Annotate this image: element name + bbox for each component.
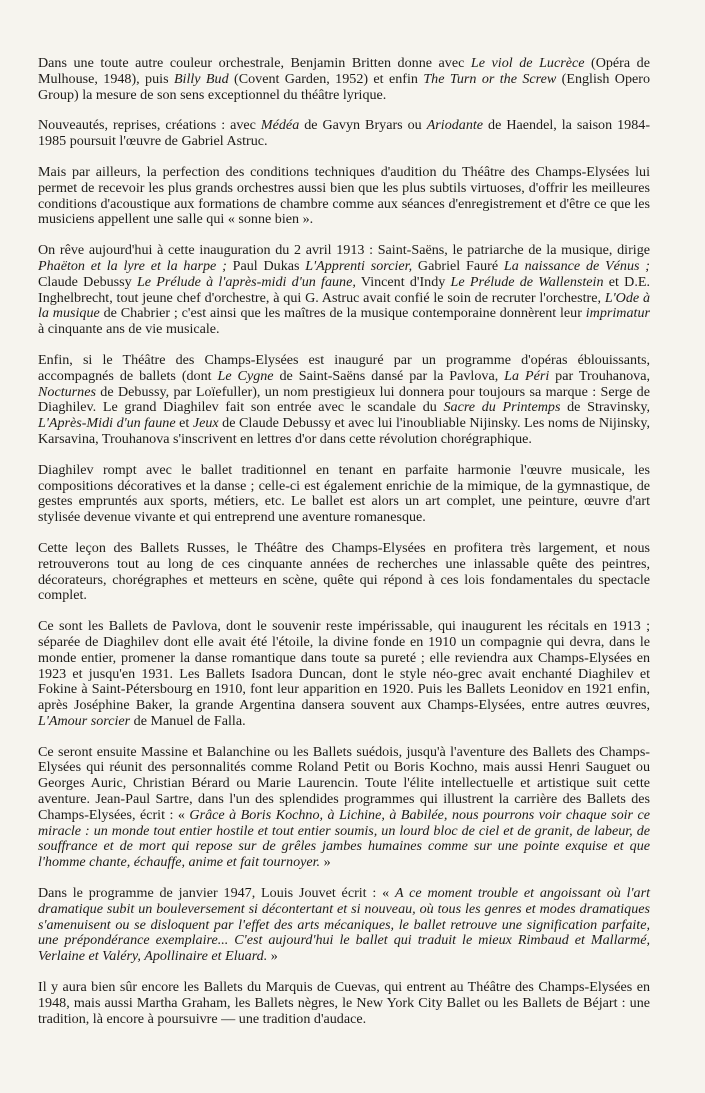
text-run: de Claude Debussy et avec lui l'inoubliable Nijinsky. Les noms de Nijinsky, Karsavina, Trouhanova s'inscrivent en lettres d'or dans cette révolution chorégraphique. <box>38 415 650 447</box>
paragraph-saison-1984 <box>38 118 650 150</box>
text-run: à cinquante ans de vie musicale. <box>38 321 220 338</box>
italic-title-run: Médéa <box>260 117 300 134</box>
text-run: Nouveautés, reprises, créations : avec <box>38 117 261 134</box>
paragraph-jouvet <box>38 886 650 965</box>
text-run: Paul Dukas <box>226 257 306 274</box>
text-run: Il y aura bien sûr encore les Ballets du Marquis de Cuevas, qui entrent au Théâtre des Champs-Elysées en 1948, mais aussi Martha Graham, les Ballets nègres, le New York City Ballet ou les Ballets de Béjart : une tradition, là encore à poursuivre — une tradition d'audace. <box>38 979 650 1027</box>
text-run: de Debussy, par Loïefuller), un nom prestigieux lui donnera pour toujours sa marque : Serge de Diaghilev. Le grand Diaghilev fait son entrée avec le scandale du <box>38 383 650 416</box>
paragraph-ballet-traditionnel <box>38 463 650 526</box>
italic-title-run: Ariodante <box>426 117 484 134</box>
italic-title-run: L'Apprenti sorcier, <box>305 257 413 274</box>
italic-title-run: Grâce à Boris Kochno, à Lichine, à Babilée, nous pourrons voir chaque soir ce miracle : un monde tout entier hostile et tout entier soumis, un lourd bloc de ciel et de granit, de labeur, de souffrance et de mort qui repose sur de grêles jambes humaines comme sur une pointe exquise et que l'homme chante, échauffe, anime et fait tournoyer. <box>38 806 651 871</box>
text-run: Diaghilev rompt avec le ballet traditionnel en tenant en parfaite harmonie l'œuvre musicale, les compositions décoratives et la danse ; celle-ci est également enrichie de la mimique, de la gymnastique, de gestes empruntés aux sports, métiers, etc. Le ballet est alors un art complet, une peinture, œuvre d'art stylisée devenue vivante et qui entreprend une aventure romanesque. <box>38 461 650 526</box>
text-run: (Covent Garden, 1952) et enfin <box>228 70 424 87</box>
paragraph-ballets-russes <box>38 541 650 604</box>
text-run: Cette leçon des Ballets Russes, le Théâtre des Champs-Elysées en profitera très largement, et nous retrouverons tout au long de ces cinquante années de recherches une inlassable quête des peintres, décorateurs, chorégraphes et metteurs en scène, quête qui répond à ces lois fondamentales du spectacle complet. <box>38 539 650 604</box>
text-run: (English Opero Group) la mesure de son sens exceptionnel du théâtre lyrique. <box>38 70 650 103</box>
italic-title-run: Le Prélude de Wallenstein <box>450 273 604 290</box>
text-run: » <box>320 854 331 871</box>
text-run: Ce seront ensuite Massine et Balanchine ou les Ballets suédois, jusqu'à l'aventure des Ballets des Champs-Elysées qui réunit des personnalités comme Roland Petit ou Boris Kochno, mais aussi Henri Sauguet ou Georges Auric, Christian Bérard ou Marie Laurencin. Toute l'élite intellectuelle et artistique suit cette aventure. Jean-Paul Sartre, dans l'un des splendides programmes qui illustrent la carrière des Ballets des Champs-Elysées, écrit : « <box>38 743 650 823</box>
text-run: Vincent d'Indy <box>355 273 451 290</box>
text-run: de Stravinsky, <box>560 399 650 416</box>
text-run: Dans le programme de janvier 1947, Louis Jouvet écrit : « <box>38 885 395 902</box>
text-run: de Chabrier ; c'est ainsi que les maîtres de la musique contemporaine donnèrent leur <box>99 305 586 322</box>
paragraph-pavlova <box>38 619 650 730</box>
text-run: Gabriel Fauré <box>412 257 504 274</box>
text-run: » <box>267 948 278 965</box>
text-run: de Saint-Saëns dansé par la Pavlova, <box>273 367 505 384</box>
text-run: Mais par ailleurs, la perfection des conditions techniques d'audition du Théâtre des Champs-Elysées lui permet de recevoir les plus grands orchestres aussi bien que les plus subtils virtuoses, d'offrir les meilleures conditions d'acoustique aux formations de chambre comme aux séances d'enregistrement et d'être ce que les musiciens appellent une salle qui « sonne bien ». <box>38 163 650 228</box>
paragraph-britten <box>38 56 650 103</box>
italic-title-run: Nocturnes <box>38 383 96 400</box>
italic-title-run: Le Cygne <box>217 367 274 384</box>
text-run: de Gavyn Bryars ou <box>299 117 427 134</box>
italic-title-run: imprimatur <box>585 305 650 322</box>
paragraph-inauguration-1913 <box>38 243 650 338</box>
text-run: et <box>175 415 193 432</box>
italic-title-run: L'Après-Midi d'un faune <box>38 415 176 432</box>
text-run: On rêve aujourd'hui à cette inauguration du 2 avril 1913 : Saint-Saëns, le patriarche de la musique, dirige <box>38 242 650 259</box>
italic-title-run: Sacre du Printemps <box>443 399 561 416</box>
italic-title-run: La naissance de Vénus ; <box>503 257 651 274</box>
text-run: (Opéra de Mulhouse, 1948), puis <box>38 55 650 87</box>
text-run: Ce sont les Ballets de Pavlova, dont le souvenir reste impérissable, qui inaugurent les récitals en 1913 ; séparée de Diaghilev dont elle avait été l'étoile, la divine fonde en 1910 un compagnie qui devra, dans le monde entier, promener la danse romantique dans toute sa pureté ; elle reviendra aux Champs-Elysées en 1923 et jusqu'en 1931. Les Ballets Isadora Duncan, dont le style néo-grec avait enchanté Diaghilev et Fokine à Saint-Pétersbourg en 1910, font leur apparition en 1920. Puis les Ballets Leonidov en 1921 enfin, après Joséphine Baker, la grande Argentina dansera souvent aux Champs-Elysées, entre autres œuvres, <box>38 618 650 714</box>
italic-title-run: Phaëton et la lyre et la harpe ; <box>38 257 227 274</box>
italic-title-run: Jeux <box>192 415 219 432</box>
text-run: Dans une toute autre couleur orchestrale, Benjamin Britten donne avec <box>38 55 471 71</box>
italic-title-run: La Péri <box>504 367 550 384</box>
document-page <box>38 56 650 1027</box>
italic-title-run: The Turn or the Screw <box>423 70 557 87</box>
paragraph-acoustique <box>38 165 650 228</box>
text-run: Claude Debussy <box>38 273 137 290</box>
text-run: et D.E. Inghelbrecht, tout jeune chef d'orchestre, à qui G. Astruc avait confié le soin de recruter l'orchestre, <box>38 273 650 306</box>
paragraph-massine-sartre <box>38 745 650 871</box>
italic-title-run: L'Ode à la musique <box>38 289 650 322</box>
italic-title-run: A ce moment trouble et angoissant où l'art dramatique subit un bouleversement si décontertant et si nouveau, où tous les genres et modes dramatiques s'amenuisent ou se disloquent par l'effet des arts mécaniques, le ballet retrouve une signification parfaite, une prépondérance exemplaire... C'est aujourd'hui le ballet qui traduit le mieux Rimbaud et Mallarmé, Verlaine et Valéry, Apollinaire et Eluard. <box>38 885 650 965</box>
text-run: de Manuel de Falla. <box>130 712 246 729</box>
italic-title-run: Billy Bud <box>173 70 229 87</box>
text-run: de Haendel, la saison 1984-1985 poursuit l'œuvre de Gabriel Astruc. <box>38 117 651 150</box>
text-run: Enfin, si le Théâtre des Champs-Elysées est inauguré par un programme d'opéras éblouissants, accompagnés de ballets (dont <box>38 351 650 384</box>
paragraph-diaghilev-entree <box>38 353 650 448</box>
italic-title-run: L'Amour sorcier <box>38 712 131 729</box>
paragraph-cuevas <box>38 980 650 1027</box>
text-run: par Trouhanova, <box>549 367 650 384</box>
italic-title-run: Le viol de Lucrèce <box>470 55 585 71</box>
italic-title-run: Le Prélude à l'après-midi d'un faune, <box>136 273 356 290</box>
